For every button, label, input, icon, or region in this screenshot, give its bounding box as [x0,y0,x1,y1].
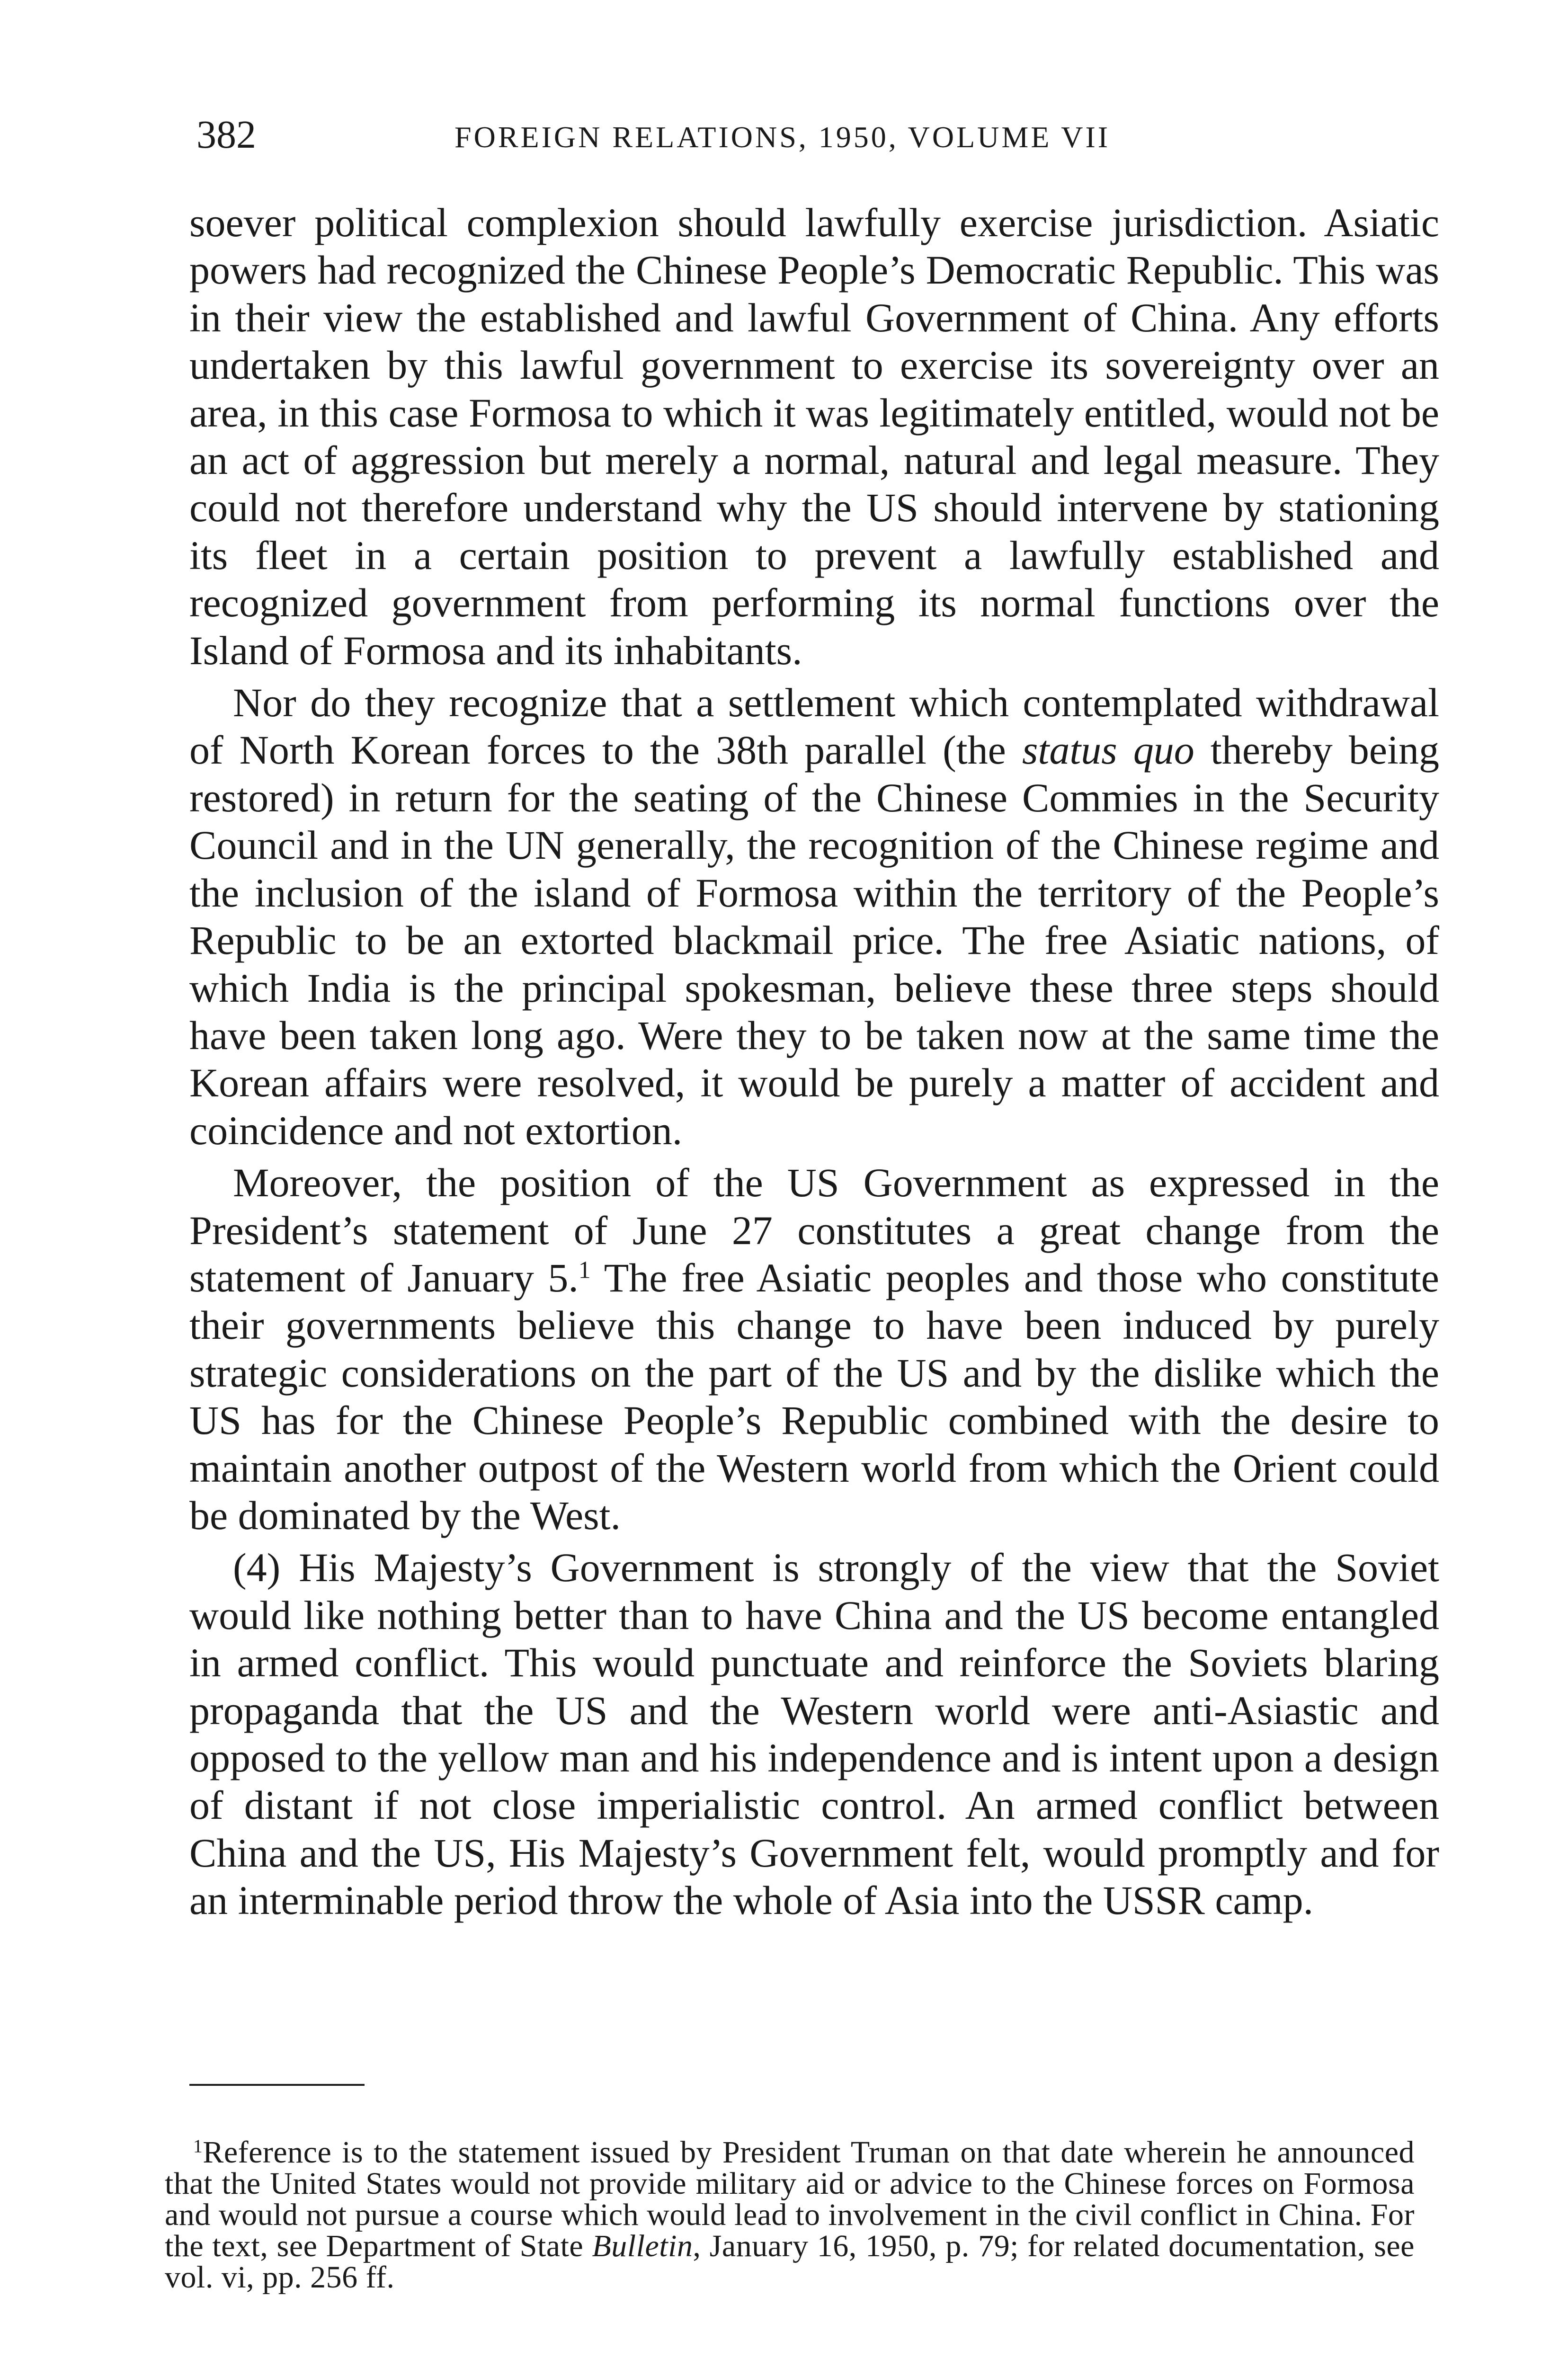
paragraph-us-position [189,1159,1439,1539]
footnote [165,2137,1415,2293]
footnote-reference: 1 [578,1256,591,1284]
page-header [196,111,1427,163]
paragraph-text: Moreover, the position of the US Government as expressed in the President’s statement of June 27 constitutes a great change from the statement of January 5. [189,1160,1439,1300]
paragraph-point-4: (4) His Majesty’s Government is strongly of the view that the Soviet would like nothing better than to have China and the US become entangled in armed conflict. This would punctuate and reinforce the Soviets blaring propaganda that the US and the Western world were anti-Asiastic and opposed to the yellow man and his independence and is intent upon a design of distant if not close imperialistic control. An armed conflict between China and the US, His Majesty’s Government felt, would promptly and for an interminable period throw the whole of Asia into the USSR camp. [189,1545,1439,1923]
paragraph-text: The free Asiatic peoples and those who constitute their governments believe this change to have been induced by purely strategic considerations on the part of the US and by the dislike which the US has for the Chinese People’s Republic combined with the desire to maintain another outpost of the Western world from which the Orient could be dominated by the West. [189,1255,1439,1538]
footnote-marker: 1 [193,2136,203,2157]
paragraph-settlement [189,679,1439,1154]
page-number: 382 [196,113,256,157]
footnote-text: Reference is to the statement issued by President Truman on that date wherein he announced that the United States would not provide military aid or advice to the Chinese forces on Formosa and would not pursue a course which would lead to involvement in the civil conflict in China. For the text, see Department of State [165,2135,1415,2263]
footnote-divider [189,2084,365,2086]
italic-phrase: status quo [1022,727,1194,773]
paragraph-text: Nor do they recognize that a settlement which contemplated withdrawal of North Korean forces to the 38th parallel (the [189,680,1439,773]
footnote-text: , January 16, 1950, p. 79; for related documentation, see vol. vi, pp. 256 ff. [165,2229,1415,2295]
footnote-italic: Bulletin [592,2229,693,2263]
running-head: FOREIGN RELATIONS, 1950, VOLUME VII [454,120,1111,154]
paragraph-text: thereby being restored) in return for the seating of the Chinese Commies in the Security Council and in the UN generally, the recognition of the Chinese regime and the inclusion of the island of Formosa within the territory of the People’s Republic to be an extorted blackmail price. The free Asiatic nations, of which India is the principal spokesman, believe these three steps should have been taken long ago. Were they to be taken now at the same time the Korean affairs were resolved, it would be purely a matter of accident and coincidence and not extortion. [189,727,1439,1153]
paragraph-continuation: soever political complexion should lawfully exercise jurisdiction. Asiatic powers had recognized the Chinese People’s Democratic Republic. This was in their view the established and lawful Government of China. Any efforts undertaken by this lawful government to exercise its sovereignty over an area, in this case Formosa to which it was legitimately entitled, would not be an act of aggression but merely a normal, natural and legal measure. They could not therefore understand why the US should intervene by stationing its fleet in a certain position to prevent a lawfully established and recognized government from performing its normal functions over the Island of Formosa and its inhabitants. [189,200,1439,673]
body-text [189,199,1439,1929]
